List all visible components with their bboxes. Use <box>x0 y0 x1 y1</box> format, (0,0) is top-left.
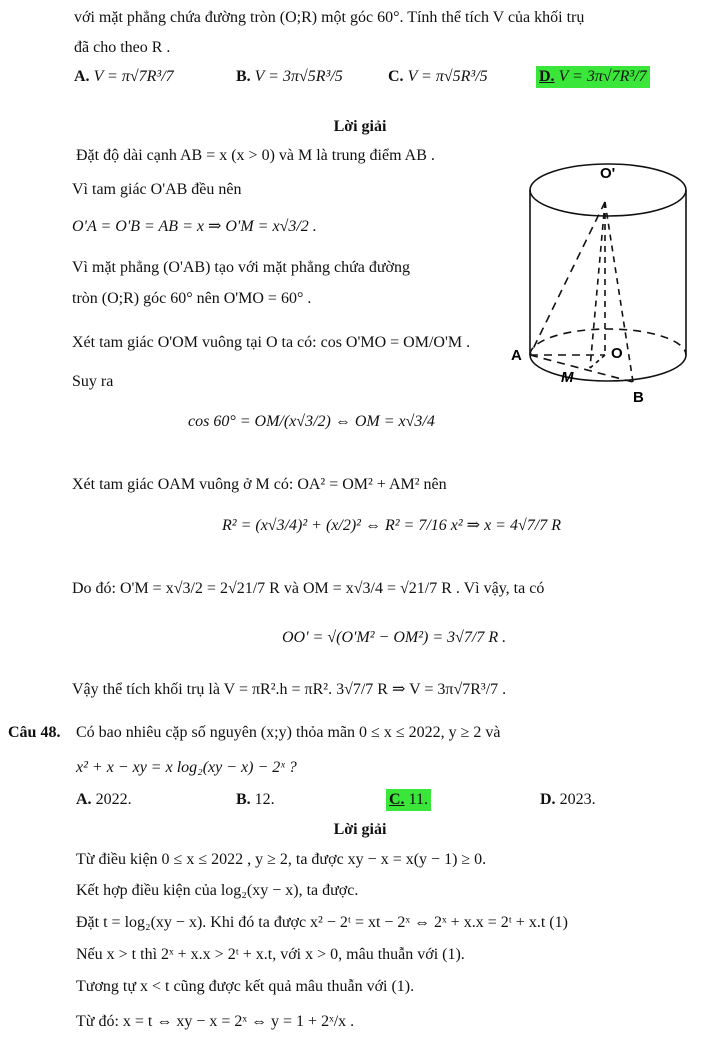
label-b: B <box>633 389 644 406</box>
q47-line-4: Vì mặt phẳng (O'AB) tạo với mặt phẳng chứa đường <box>72 259 410 276</box>
label-oprime: O' <box>600 165 616 182</box>
edge-o-m <box>590 355 605 368</box>
q48-solution-title: Lời giải <box>333 821 387 838</box>
q47-line-8: cos 60° = OM/(x√3/2) ⇔ OM = x√3/4 <box>188 413 435 430</box>
q47-option-c-formula: V = π√5R³/5 <box>407 68 488 85</box>
q47-line-1: Đặt độ dài cạnh AB = x (x > 0) và M là trung điểm AB . <box>76 147 435 164</box>
q47-line-2: Vì tam giác O'AB đều nên <box>72 181 242 198</box>
q48-line-1: Từ điều kiện 0 ≤ x ≤ 2022 , y ≥ 2, ta được xy − x = x(y − 1) ≥ 0. <box>76 851 487 868</box>
q48-option-b-value: 12. <box>254 791 275 808</box>
q47-line-9: Xét tam giác OAM vuông ở M có: OA² = OM² + AM² nên <box>72 476 447 493</box>
q47-line-13: Vậy thể tích khối trụ là V = πR².h = πR². 3√7/7 R ⇒ V = 3π√7R³/7 . <box>72 681 507 698</box>
q47-line-7: Suy ra <box>72 373 114 390</box>
q47-line-10: R² = (x√3/4)² + (x/2)² ⇔ R² = 7/16 x² ⇒ x = 4√7/7 R <box>222 517 561 534</box>
label-a: A <box>511 347 522 364</box>
q48-line-3: Đặt t = log₂(xy − x). Khi đó ta được x² − 2ᵗ = xt − 2ˣ ⇔ 2ˣ + x.x = 2ᵗ + x.t (1) <box>76 914 568 931</box>
q48-question-line-2: x² + x − xy = x log₂(xy − x) − 2ˣ ? <box>76 759 297 776</box>
q48-option-c-value: 11. <box>408 791 428 808</box>
label-o: O <box>611 345 623 362</box>
q47-option-d-formula: V = 3π√7R³/7 <box>558 68 647 85</box>
intro-line-2: đã cho theo R . <box>74 39 171 56</box>
q48-line-4: Nếu x > t thì 2ˣ + x.x > 2ᵗ + x.t, với x > 0, mâu thuẫn với (1). <box>76 946 465 963</box>
cylinder-figure <box>505 150 705 410</box>
q48-option-d[interactable]: D. 2023. <box>540 791 596 808</box>
edge-oprime-m <box>590 202 605 368</box>
q48-option-a[interactable]: A. 2022. <box>76 791 132 808</box>
cylinder-bottom-back <box>530 329 686 355</box>
q48-line-2: Kết hợp điều kiện của log₂(xy − x), ta được. <box>76 882 359 899</box>
q47-option-d[interactable]: D. V = 3π√7R³/7 <box>536 66 650 88</box>
q48-header <box>8 723 60 742</box>
q48-question-line-1: Có bao nhiêu cặp số nguyên (x;y) thỏa mãn 0 ≤ x ≤ 2022, y ≥ 2 và <box>76 724 501 741</box>
intro-line-1: với mặt phẳng chứa đường tròn (O;R) một góc 60°. Tính thể tích V của khối trụ <box>74 9 585 26</box>
q48-option-b[interactable]: B. 12. <box>236 791 275 808</box>
q47-line-5: tròn (O;R) góc 60° nên O'MO = 60° . <box>72 290 312 307</box>
q47-option-a-formula: V = π√7R³/7 <box>93 68 174 85</box>
q47-line-3: O'A = O'B = AB = x ⇒ O'M = x√3/2 . <box>72 218 317 235</box>
q48-line-6: Từ đó: x = t ⇔ xy − x = 2ˣ ⇔ y = 1 + 2ˣ/x . <box>76 1013 355 1030</box>
q47-option-c[interactable]: C. V = π√5R³/5 <box>388 68 488 85</box>
q47-line-6: Xét tam giác O'OM vuông tại O ta có: cos O'MO = OM/O'M . <box>72 334 471 351</box>
q47-option-b[interactable]: B. V = 3π√5R³/5 <box>236 68 343 85</box>
label-m: M <box>561 369 574 386</box>
q48-option-c[interactable]: C. 11. <box>386 789 431 811</box>
q48-line-5: Tương tự x < t cũng được kết quả mâu thuẫn với (1). <box>76 978 415 995</box>
q47-solution-title: Lời giải <box>333 118 387 135</box>
q47-option-b-formula: V = 3π√5R³/5 <box>254 68 343 85</box>
cylinder-bottom-front <box>530 355 686 381</box>
q47-line-11: Do đó: O'M = x√3/2 = 2√21/7 R và OM = x√3/4 = √21/7 R . Vì vậy, ta có <box>72 580 545 597</box>
q48-option-d-value: 2023. <box>559 791 596 808</box>
q48-number: Câu 48. <box>8 724 61 741</box>
q48-option-a-value: 2022. <box>95 791 132 808</box>
q47-option-a[interactable]: A. V = π√7R³/7 <box>74 68 174 85</box>
q47-line-12: OO' = √(O'M² − OM²) = 3√7/7 R . <box>282 629 507 646</box>
